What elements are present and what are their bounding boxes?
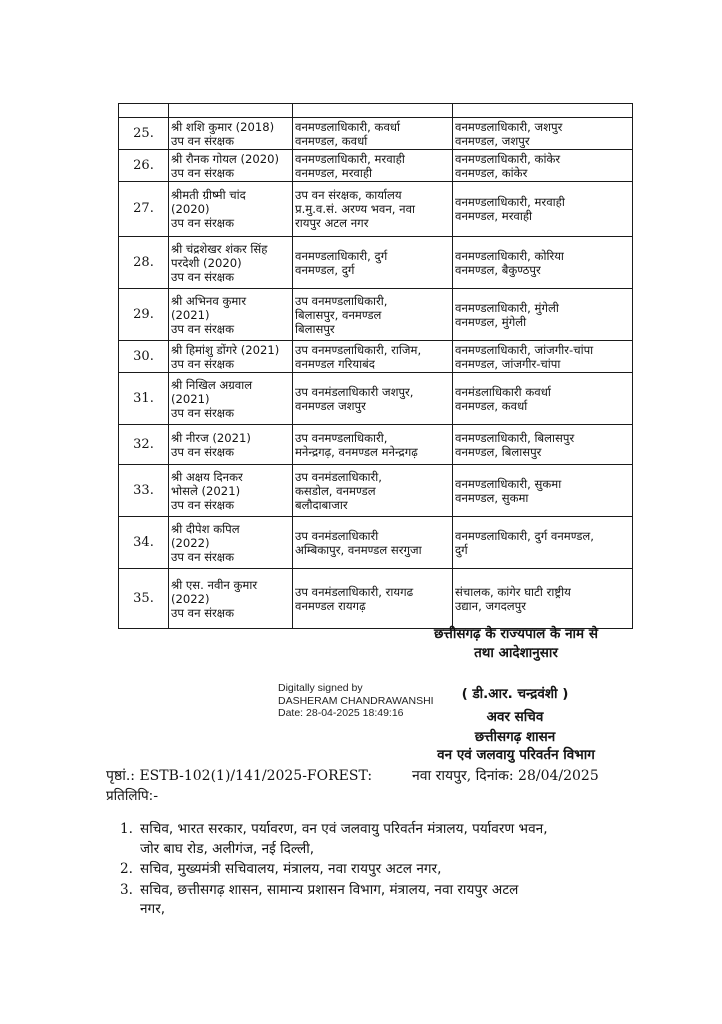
- cell-line: वनमण्डलाधिकारी, कांकेर: [455, 151, 561, 166]
- cell-line: वनमण्डल गरियाबंद: [295, 356, 375, 371]
- copy-to-heading: प्रतिलिपि:-: [106, 788, 159, 804]
- cell-line: उप वन संरक्षक: [171, 133, 234, 148]
- serial-number-cell: 30.: [119, 341, 169, 373]
- officer-name-cell: [169, 182, 293, 237]
- serial-number-cell: 35.: [119, 569, 169, 629]
- cell-line: बलौदाबाजार: [295, 497, 348, 512]
- cell-line: वनमण्डल, जशपुर: [455, 133, 530, 148]
- copy-to-item: [120, 881, 660, 920]
- current-posting-cell: [293, 118, 453, 150]
- cell-line: वनमण्डलाधिकारी, जांजगीर-चांपा: [455, 342, 594, 357]
- digital-signature-line-2: DASHERAM CHANDRAWANSHI: [278, 694, 434, 707]
- cell-line: श्री रौनक गोयल (2020): [171, 151, 280, 166]
- cell-line: उप वनमंडलाधिकारी: [295, 528, 379, 543]
- table-row: [119, 373, 633, 425]
- cell-line: श्री शशि कुमार (2018): [171, 119, 275, 134]
- cell-line: प्र.मु.व.सं. अरण्य भवन, नवा: [295, 202, 416, 216]
- cell-line: वनमण्डल, दुर्ग: [295, 262, 355, 277]
- cell-line: (2022): [171, 535, 210, 550]
- current-posting-cell: [293, 569, 453, 629]
- cell-line: वनमण्डल, मरवाही: [455, 209, 533, 223]
- signatory-department: वन एवं जलवायु परिवर्तन विभाग: [437, 747, 595, 763]
- cell-line: वनमण्डलाधिकारी, दुर्ग: [295, 248, 388, 263]
- officer-name-cell: [169, 289, 293, 341]
- transfer-table-body: [119, 104, 633, 629]
- cell-line: उप वन संरक्षक: [171, 405, 234, 420]
- cell-line: भोसले (2021): [171, 483, 241, 498]
- serial-number-cell: 27.: [119, 182, 169, 237]
- serial-number-cell: [119, 104, 169, 118]
- officer-name-cell: [169, 373, 293, 425]
- copy-to-text: [140, 881, 660, 920]
- cell-line: वनमण्डलाधिकारी, मरवाही: [455, 195, 565, 209]
- new-posting-cell: [453, 517, 633, 569]
- serial-number-cell: 29.: [119, 289, 169, 341]
- cell-line: उप वन संरक्षक: [171, 497, 234, 512]
- cell-line: उप वनमण्डलाधिकारी, राजिम,: [295, 342, 422, 357]
- endorsement-number: पृष्ठां.: ESTB-102(1)/141/2025-FOREST:: [106, 768, 373, 784]
- cell-line: वनमण्डलाधिकारी, जशपुर: [455, 119, 563, 134]
- copy-to-text: [140, 860, 660, 880]
- transfer-table: [118, 103, 633, 629]
- current-posting-cell: [293, 425, 453, 465]
- cell-line: मनेन्द्रगढ़, वनमण्डल मनेन्द्रगढ़: [295, 444, 418, 459]
- cell-line: उप वनमंडलाधिकारी, रायगढ: [295, 584, 414, 599]
- cell-line: वनमंडलाधिकारी कवर्धा: [455, 384, 551, 399]
- cell-line: उप वन संरक्षक: [171, 165, 234, 180]
- table-row: [119, 425, 633, 465]
- cell-line: वनमण्डल, बिलासपुर: [455, 444, 542, 459]
- new-posting-cell: [453, 182, 633, 237]
- new-posting-cell: [453, 118, 633, 150]
- serial-number-cell: 34.: [119, 517, 169, 569]
- copy-to-text: [140, 820, 660, 859]
- cell-line: वनमण्डल, मुंगेली: [455, 314, 527, 329]
- copy-to-line: सचिव, भारत सरकार, पर्यावरण, वन एवं जलवायु परिवर्तन मंत्रालय, पर्यावरण भवन,: [140, 821, 548, 837]
- cell-line: उप वन संरक्षक: [171, 216, 234, 230]
- copy-to-number: 1.: [120, 821, 133, 837]
- officer-name-cell: [169, 517, 293, 569]
- cell-line: उप वनमंडलाधिकारी जशपुर,: [295, 384, 414, 399]
- current-posting-cell: [293, 517, 453, 569]
- cell-line: दुर्ग: [455, 542, 468, 557]
- digital-signature-block: [278, 682, 434, 720]
- officer-name-cell: [169, 341, 293, 373]
- copy-to-number: 3.: [120, 881, 133, 898]
- cell-line: वनमण्डल, जांजगीर-चांपा: [455, 356, 561, 371]
- new-posting-cell: [453, 425, 633, 465]
- serial-number-cell: 31.: [119, 373, 169, 425]
- cell-line: (2020): [171, 202, 210, 216]
- table-row: [119, 517, 633, 569]
- cell-line: उप वन संरक्षक: [171, 444, 234, 459]
- cell-line: वनमण्डल, बैकुण्ठपुर: [455, 262, 541, 277]
- cell-line: श्रीमती ग्रीष्मी चांद: [171, 188, 246, 202]
- current-posting-cell: [293, 341, 453, 373]
- cell-line: वनमण्डलाधिकारी, सुकमा: [455, 476, 562, 491]
- signatory-designation: अवर सचिव: [486, 709, 544, 725]
- cell-line: उप वन संरक्षक: [171, 605, 234, 620]
- cell-line: वनमण्डलाधिकारी, कवर्धा: [295, 119, 401, 134]
- cell-line: (2021): [171, 307, 210, 322]
- cell-line: वनमण्डल जशपुर: [295, 398, 366, 413]
- cell-line: वनमण्डल, सुकमा: [455, 490, 529, 505]
- new-posting-cell: [453, 569, 633, 629]
- cell-line: अम्बिकापुर, वनमण्डल सरगुजा: [295, 542, 422, 557]
- current-posting-cell: [293, 237, 453, 289]
- serial-number-cell: 28.: [119, 237, 169, 289]
- current-posting-cell: [293, 373, 453, 425]
- table-row: [119, 237, 633, 289]
- table-row-partial: [119, 104, 633, 118]
- cell-line: (2022): [171, 591, 210, 606]
- cell-line: वनमण्डल रायगढ़: [295, 598, 366, 613]
- cell-line: वनमण्डलाधिकारी, मरवाही: [295, 151, 405, 166]
- cell-line: वनमण्डलाधिकारी, दुर्ग वनमण्डल,: [455, 528, 594, 543]
- new-posting-cell: [453, 373, 633, 425]
- digital-signature-line-3: Date: 28-04-2025 18:49:16: [278, 707, 404, 719]
- cell-line: (2021): [171, 391, 210, 406]
- table-row: [119, 150, 633, 182]
- officer-name-cell: [169, 118, 293, 150]
- serial-number-cell: 25.: [119, 118, 169, 150]
- cell-line: वनमण्डल, कांकेर: [455, 165, 528, 180]
- cell-line: श्री हिमांशु डोंगरे (2021): [171, 342, 280, 357]
- new-posting-cell: [453, 104, 633, 118]
- table-row: [119, 569, 633, 629]
- copy-to-line: नगर,: [140, 901, 166, 917]
- order-line-2: तथा आदेशानुसार: [474, 645, 558, 661]
- cell-line: बिलासपुर: [295, 321, 335, 336]
- officer-name-cell: [169, 425, 293, 465]
- officer-name-cell: [169, 237, 293, 289]
- cell-line: वनमण्डल, मरवाही: [295, 165, 373, 180]
- cell-line: श्री निखिल अग्रवाल: [171, 377, 253, 392]
- current-posting-cell: [293, 465, 453, 517]
- cell-line: उप वन संरक्षक, कार्यालय: [295, 188, 402, 202]
- copy-to-number: 2.: [120, 861, 133, 877]
- new-posting-cell: [453, 341, 633, 373]
- place-date: नवा रायपुर, दिनांक: 28/04/2025: [412, 768, 599, 784]
- table-row: [119, 341, 633, 373]
- cell-line: उप वन संरक्षक: [171, 549, 234, 564]
- copy-to-line: जोर बाघ रोड, अलीगंज, नई दिल्ली,: [140, 840, 315, 857]
- signatory-name: ( डी.आर. चन्द्रवंशी ): [461, 686, 569, 702]
- cell-line: रायपुर अटल नगर: [295, 216, 369, 230]
- cell-line: वनमण्डलाधिकारी, मुंगेली: [455, 300, 559, 315]
- serial-number-cell: 26.: [119, 150, 169, 182]
- serial-number-cell: 33.: [119, 465, 169, 517]
- cell-line: उप वनमंडलाधिकारी,: [295, 469, 382, 484]
- cell-line: परदेशी (2020): [171, 255, 242, 270]
- cell-line: उद्यान, जगदलपुर: [455, 598, 526, 613]
- new-posting-cell: [453, 465, 633, 517]
- new-posting-cell: [453, 237, 633, 289]
- current-posting-cell: [293, 182, 453, 237]
- cell-line: बिलासपुर, वनमण्डल: [295, 307, 382, 322]
- table-row: [119, 182, 633, 237]
- cell-line: उप वनमण्डलाधिकारी,: [295, 293, 388, 308]
- officer-name-cell: [169, 150, 293, 182]
- order-line-1: छत्तीसगढ़ के राज्यपाल के नाम से: [434, 626, 598, 642]
- current-posting-cell: [293, 289, 453, 341]
- cell-line: उप वन संरक्षक: [171, 321, 234, 336]
- new-posting-cell: [453, 289, 633, 341]
- cell-line: उप वन संरक्षक: [171, 269, 234, 284]
- officer-name-cell: [169, 104, 293, 118]
- copy-to-item: [120, 820, 660, 859]
- cell-line: श्री चंद्रशेखर शंकर सिंह: [171, 241, 268, 256]
- copy-to-list: [120, 820, 660, 921]
- serial-number-cell: 32.: [119, 425, 169, 465]
- new-posting-cell: [453, 150, 633, 182]
- cell-line: संचालक, कांगेर घाटी राष्ट्रीय: [455, 584, 571, 599]
- cell-line: वनमण्डल, कवर्धा: [455, 398, 528, 413]
- cell-line: श्री अक्षय दिनकर: [171, 469, 243, 484]
- cell-line: श्री नीरज (2021): [171, 430, 251, 445]
- officer-name-cell: [169, 465, 293, 517]
- cell-line: उप वनमण्डलाधिकारी,: [295, 430, 388, 445]
- cell-line: श्री अभिनव कुमार: [171, 293, 247, 308]
- cell-line: उप वन संरक्षक: [171, 356, 234, 371]
- table-row: [119, 465, 633, 517]
- current-posting-cell: [293, 104, 453, 118]
- copy-to-line: सचिव, मुख्यमंत्री सचिवालय, मंत्रालय, नवा रायपुर अटल नगर,: [140, 861, 442, 877]
- digital-signature-line-1: Digitally signed by: [278, 682, 363, 694]
- officer-name-cell: [169, 569, 293, 629]
- cell-line: कसडोल, वनमण्डल: [295, 483, 376, 498]
- current-posting-cell: [293, 150, 453, 182]
- copy-to-line: सचिव, छत्तीसगढ़ शासन, सामान्य प्रशासन विभाग, मंत्रालय, नवा रायपुर अटल: [140, 881, 519, 898]
- cell-line: श्री एस. नवीन कुमार: [171, 577, 258, 592]
- cell-line: श्री दीपेश कपिल: [171, 521, 240, 536]
- cell-line: वनमण्डल, कवर्धा: [295, 133, 368, 148]
- copy-to-item: [120, 860, 660, 880]
- signatory-government: छत्तीसगढ़ शासन: [474, 729, 556, 745]
- cell-line: वनमण्डलाधिकारी, बिलासपुर: [455, 430, 575, 445]
- table-row: [119, 118, 633, 150]
- table-row: [119, 289, 633, 341]
- cell-line: वनमण्डलाधिकारी, कोरिया: [455, 248, 564, 263]
